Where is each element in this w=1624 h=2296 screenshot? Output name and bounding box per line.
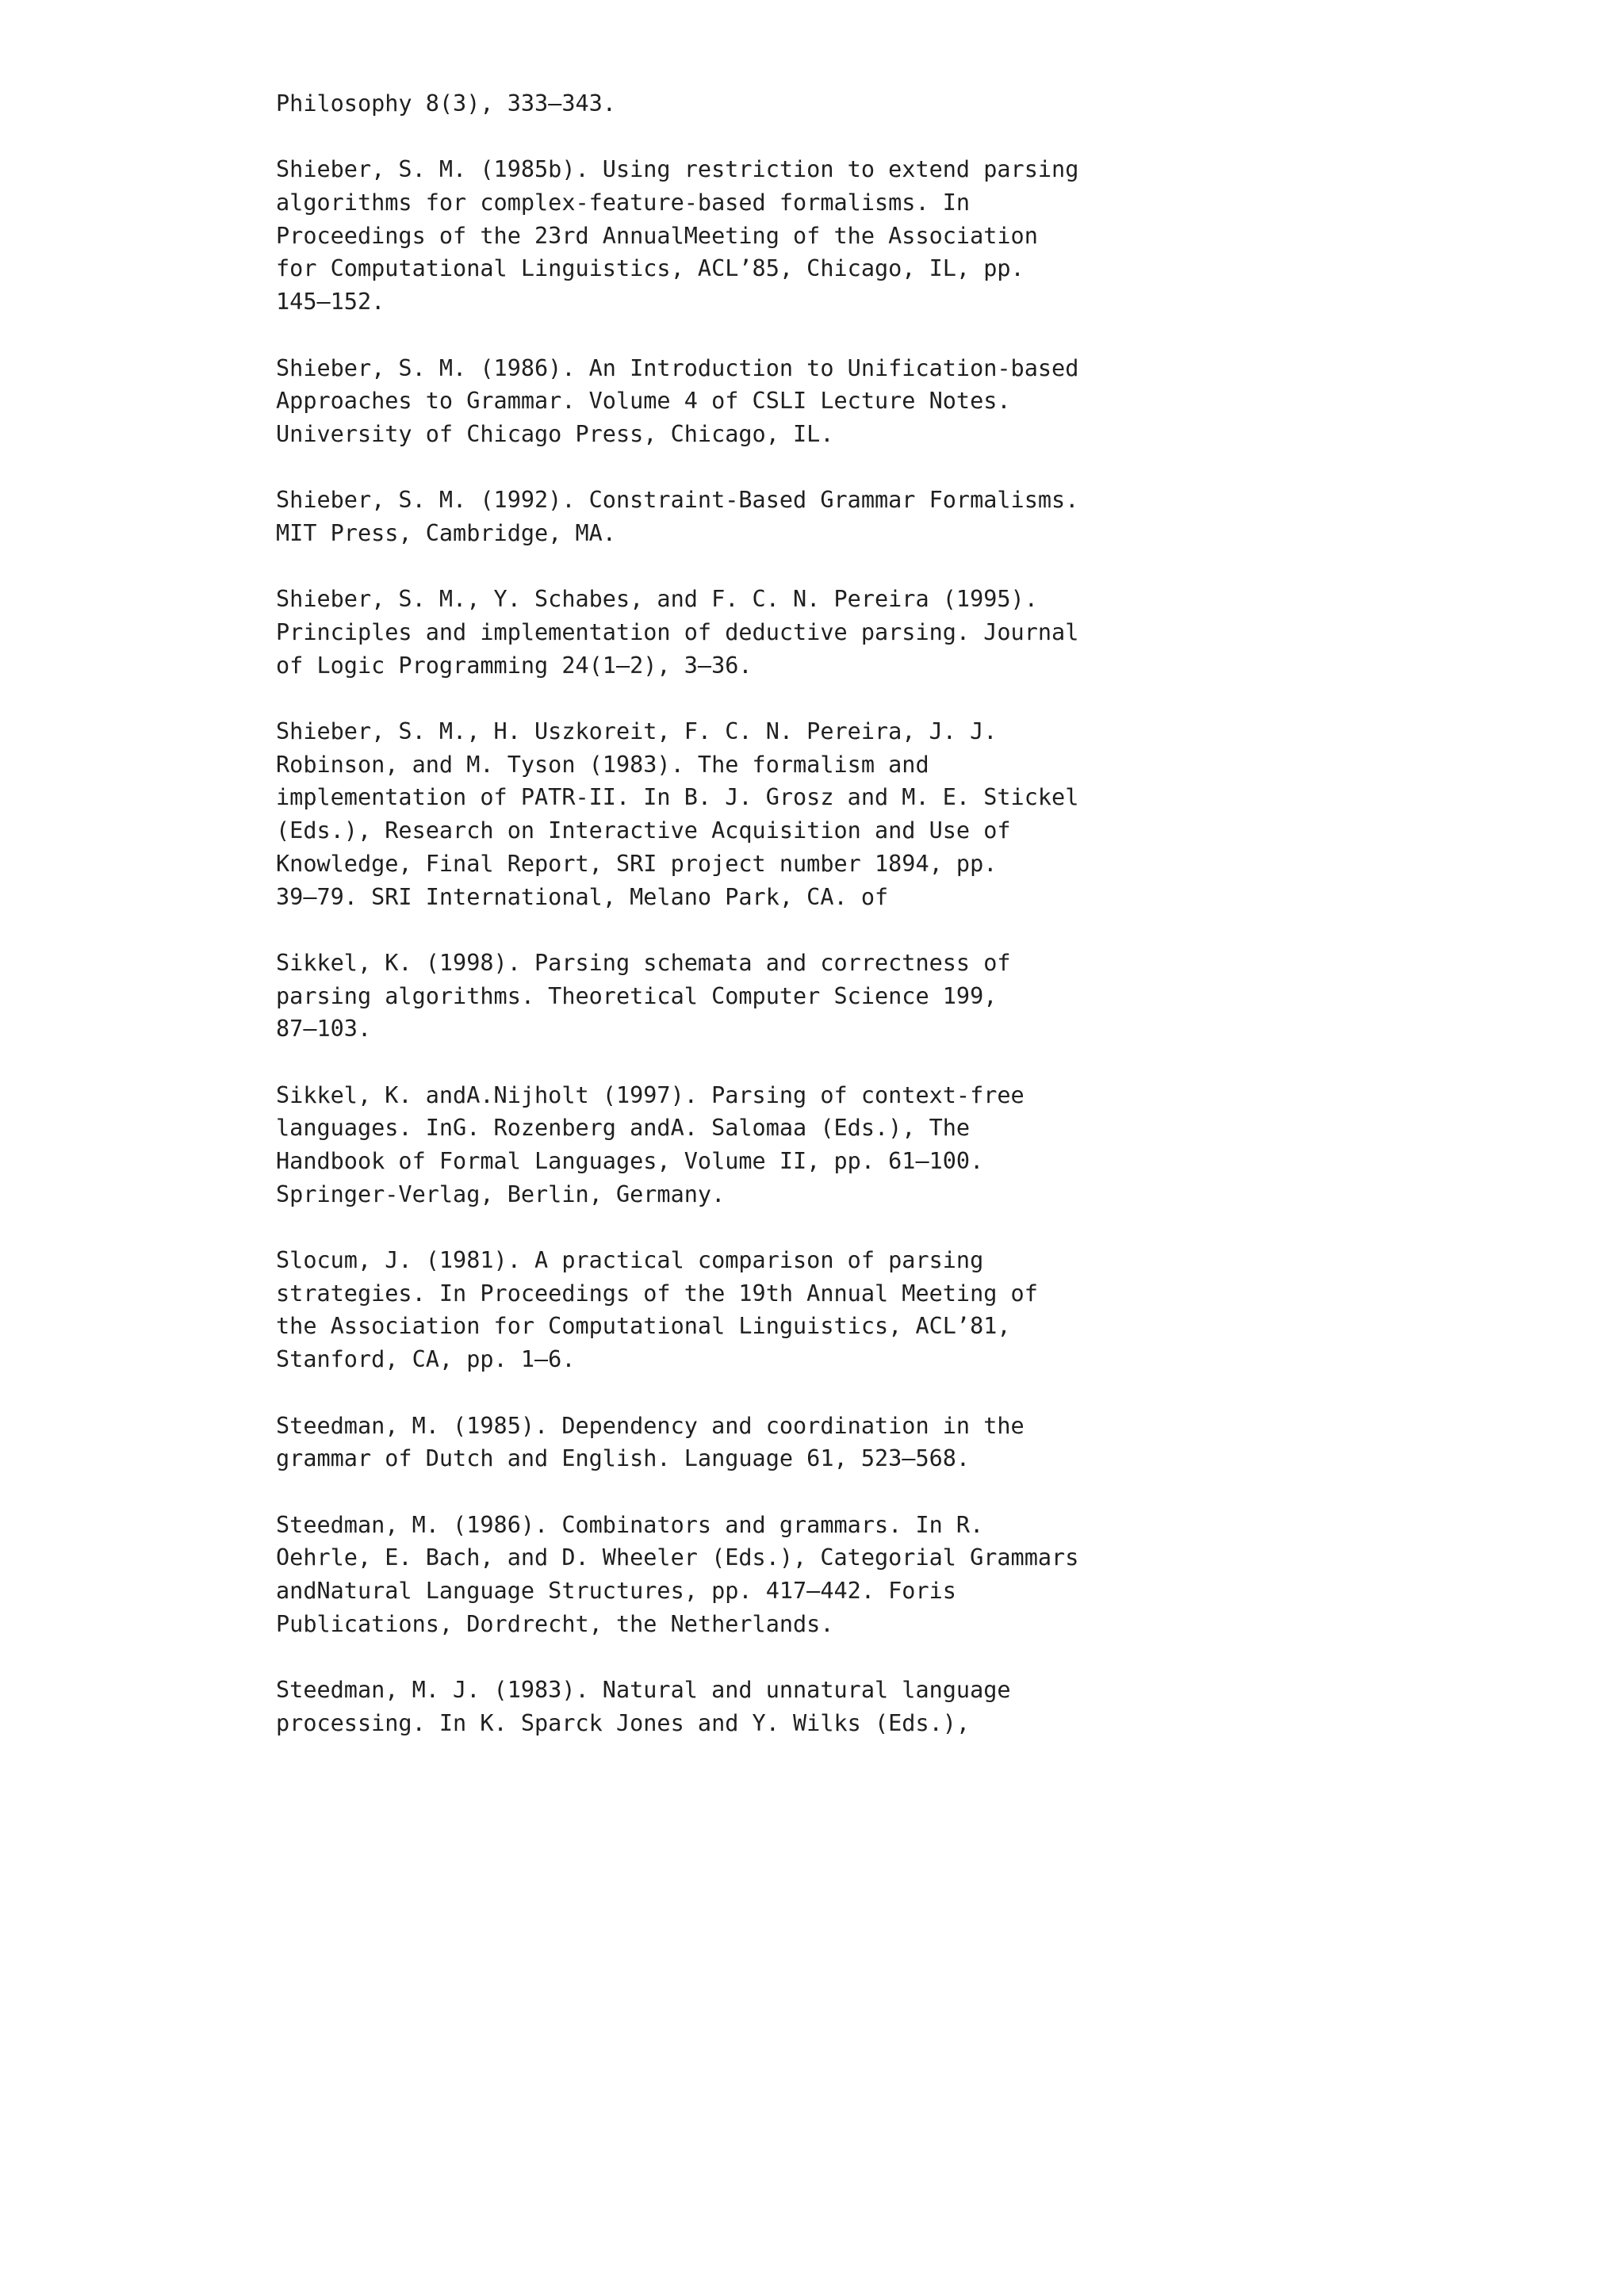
reference-line: for Computational Linguistics, ACL’85, Chicago, IL, pp.	[276, 255, 1025, 282]
reference-entry	[276, 1079, 1465, 1211]
reference-line: Shieber, S. M. (1986). An Introduction to Unification-based	[276, 354, 1079, 381]
reference-line: Handbook of Formal Languages, Volume II, pp. 61–100.	[276, 1148, 984, 1174]
reference-line: Sikkel, K. (1998). Parsing schemata and correctness of	[276, 949, 1011, 976]
reference-line: 39–79. SRI International, Melano Park, CA. of	[276, 883, 889, 910]
reference-entry	[276, 153, 1465, 318]
reference-line: Steedman, M. J. (1983). Natural and unnatural language	[276, 1677, 1011, 1703]
reference-line: the Association for Computational Linguistics, ACL’81,	[276, 1313, 1011, 1340]
reference-line: grammar of Dutch and English. Language 61, 523–568.	[276, 1445, 971, 1472]
reference-line: Steedman, M. (1986). Combinators and grammars. In R.	[276, 1511, 984, 1538]
reference-line: Principles and implementation of deductive parsing. Journal	[276, 619, 1079, 645]
reference-line: andNatural Language Structures, pp. 417–442. Foris	[276, 1577, 956, 1604]
reference-line: University of Chicago Press, Chicago, IL.	[276, 420, 834, 447]
reference-line: Proceedings of the 23rd AnnualMeeting of the Association	[276, 222, 1038, 249]
reference-line: Shieber, S. M. (1992). Constraint-Based Grammar Formalisms.	[276, 487, 1079, 514]
reference-entry	[276, 583, 1465, 682]
reference-line: Stanford, CA, pp. 1–6.	[276, 1346, 576, 1373]
reference-line: strategies. In Proceedings of the 19th Annual Meeting of	[276, 1280, 1038, 1307]
reference-entry	[276, 947, 1465, 1046]
reference-line: implementation of PATR-II. In B. J. Grosz and M. E. Stickel	[276, 784, 1079, 811]
reference-line: Publications, Dordrecht, the Netherlands.	[276, 1610, 834, 1637]
reference-line: Sikkel, K. andA.Nijholt (1997). Parsing of context-free	[276, 1081, 1025, 1108]
reference-entry	[276, 1244, 1465, 1376]
reference-entry	[276, 1509, 1465, 1641]
reference-line: Shieber, S. M., Y. Schabes, and F. C. N. Pereira (1995).	[276, 586, 1038, 613]
reference-line: Robinson, and M. Tyson (1983). The formalism and	[276, 751, 929, 778]
reference-line: Approaches to Grammar. Volume 4 of CSLI Lecture Notes.	[276, 388, 1011, 415]
reference-line: processing. In K. Sparck Jones and Y. Wilks (Eds.),	[276, 1709, 971, 1736]
reference-line: parsing algorithms. Theoretical Computer Science 199,	[276, 982, 998, 1009]
reference-line: Oehrle, E. Bach, and D. Wheeler (Eds.), Categorial Grammars	[276, 1544, 1079, 1571]
reference-line: languages. InG. Rozenberg andA. Salomaa (Eds.), The	[276, 1115, 971, 1142]
reference-entry	[276, 1674, 1465, 1739]
reference-line: of Logic Programming 24(1–2), 3–36.	[276, 652, 753, 679]
reference-line: Slocum, J. (1981). A practical comparison of parsing	[276, 1247, 984, 1274]
reference-line: Shieber, S. M., H. Uszkoreit, F. C. N. Pereira, J. J.	[276, 718, 998, 745]
reference-line: Shieber, S. M. (1985b). Using restriction to extend parsing	[276, 156, 1079, 183]
reference-line: Springer-Verlag, Berlin, Germany.	[276, 1181, 726, 1207]
reference-line: Philosophy 8(3), 333–343.	[276, 90, 616, 117]
reference-entry	[276, 352, 1465, 451]
reference-line: 87–103.	[276, 1016, 372, 1043]
reference-list	[276, 87, 1465, 1773]
reference-entry	[276, 1410, 1465, 1475]
reference-line: algorithms for complex-feature-based formalisms. In	[276, 189, 971, 216]
reference-line: Steedman, M. (1985). Dependency and coordination in the	[276, 1412, 1025, 1439]
reference-line: (Eds.), Research on Interactive Acquisition and Use of	[276, 817, 1011, 844]
reference-entry	[276, 715, 1465, 913]
reference-entry	[276, 484, 1465, 549]
reference-line: MIT Press, Cambridge, MA.	[276, 519, 616, 546]
reference-line: 145–152.	[276, 289, 385, 316]
reference-entry	[276, 87, 1465, 121]
reference-line: Knowledge, Final Report, SRI project number 1894, pp.	[276, 850, 998, 877]
